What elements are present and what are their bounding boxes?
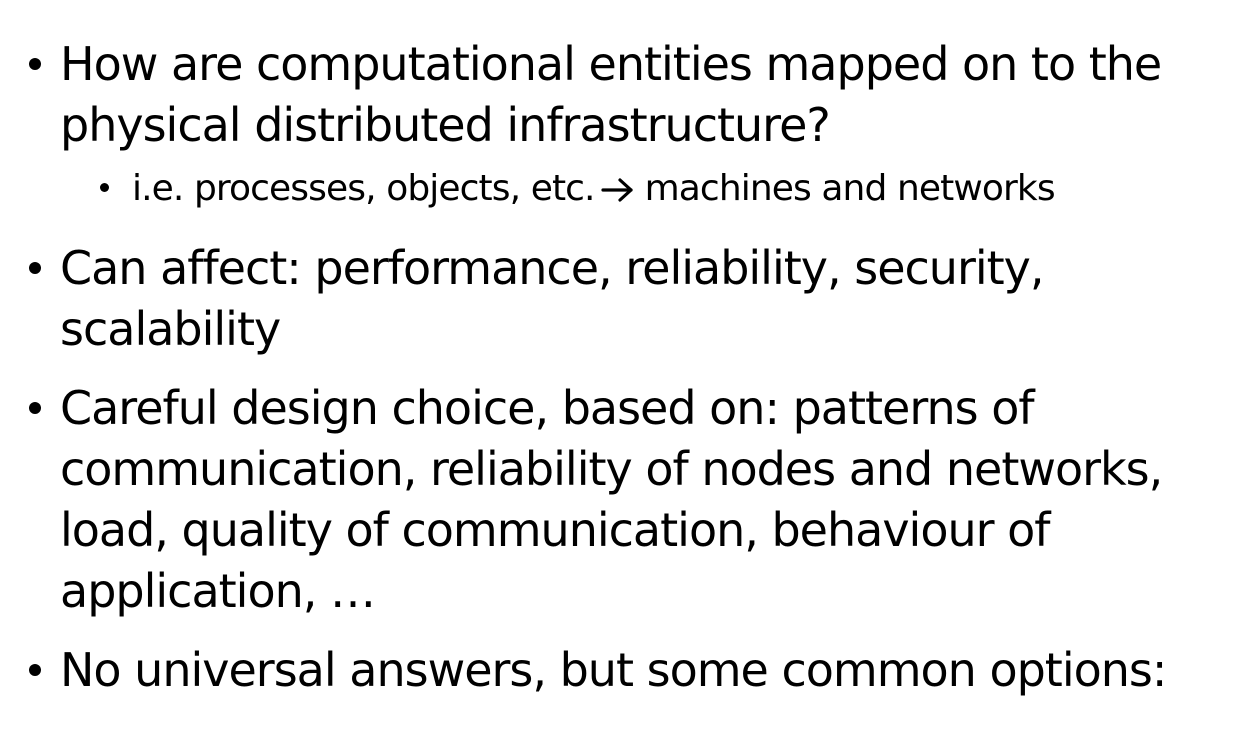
- bullet-line: physical distributed infrastructure?: [60, 98, 830, 152]
- sub-bullet-before-arrow: i.e. processes, objects, etc.: [132, 168, 595, 209]
- bullet-line: How are computational entities mapped on to the: [60, 37, 1162, 91]
- bullet-line: application, …: [60, 564, 375, 618]
- bullet-line: scalability: [60, 302, 281, 356]
- bullet-line: communication, reliability of nodes and networks,: [60, 442, 1163, 496]
- bullet-text: [60, 378, 1240, 622]
- bullet-line: load, quality of communication, behaviour of: [60, 503, 1050, 557]
- bullet-dot-icon: [29, 664, 41, 676]
- sub-bullet-dot-icon: [100, 183, 109, 192]
- bullet-dot-icon: [29, 402, 41, 414]
- bullet-dot-icon: [29, 262, 41, 274]
- bullet-text: [60, 640, 1240, 701]
- bullet-line: Can affect: performance, reliability, security,: [60, 241, 1044, 295]
- bullet-dot-icon: [29, 58, 41, 70]
- bullet-text: [60, 238, 1240, 360]
- bullet-text: [60, 34, 1240, 156]
- bullet-line: No universal answers, but some common options:: [60, 643, 1167, 697]
- sub-bullet-text: [132, 161, 1254, 217]
- bullet-line: Careful design choice, based on: patterns of: [60, 381, 1034, 435]
- arrow-right-icon: [601, 177, 635, 203]
- sub-bullet-after-arrow: machines and networks: [644, 168, 1055, 209]
